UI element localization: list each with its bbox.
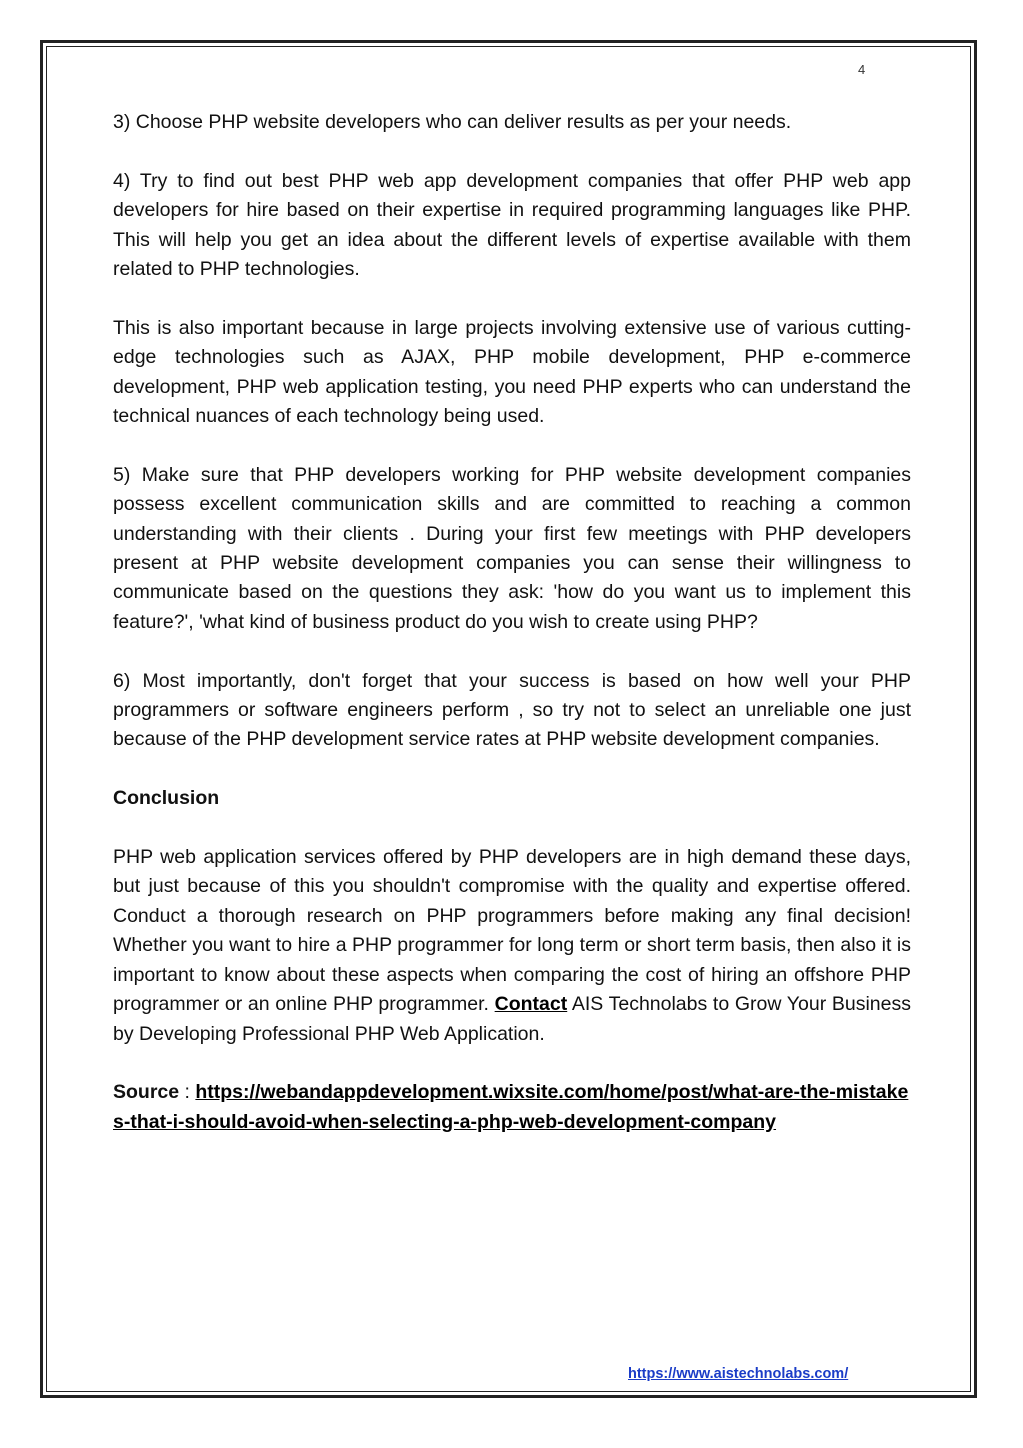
conclusion-text-after: AIS Technolabs to Grow Your Business by Developing Professional PHP Web Application.: [113, 993, 911, 1045]
source-separator: :: [179, 1081, 196, 1104]
source-line: [113, 1078, 911, 1137]
source-label: Source: [113, 1081, 180, 1104]
paragraph-tip-3: 3) Choose PHP website developers who can deliver results as per your needs.: [113, 111, 792, 133]
document-body: [113, 108, 911, 1167]
contact-link[interactable]: Contact: [494, 993, 568, 1016]
source-url-link[interactable]: https://webandappdevelopment.wixsite.com/home/post/what-are-the-mistakes-that-i-should-avoid-when-selecting-a-php-web-development-company: [113, 1081, 909, 1133]
paragraph-tip-4: 4) Try to find out best PHP web app development companies that offer PHP web app developers for hire based on their expertise in required programming languages like PHP. This will help you get an idea about the different levels of expertise available with them related to PHP technologies.: [113, 169, 911, 281]
conclusion-heading: Conclusion: [113, 787, 220, 810]
paragraph-tip-6: 6) Most importantly, don't forget that your success is based on how well your PHP programmers or software engineers perform , so try not to select an unreliable one just because of the PHP development service rates at PHP website development companies.: [113, 669, 911, 751]
footer-website-link[interactable]: https://www.aistechnolabs.com/: [628, 1366, 849, 1382]
conclusion-text-before: PHP web application services offered by PHP developers are in high demand these days, but just because of this you shouldn't compromise with the quality and expertise offered. Conduct a thorough research on PHP programmers before making any final decision! Whether you want to hire a PHP programmer for long term or short term basis, then also it is important to know about these aspects when comparing the cost of hiring an offshore PHP programmer or an online PHP programmer.: [113, 846, 911, 1016]
paragraph-tip-5: 5) Make sure that PHP developers working for PHP website development companies possess excellent communication skills and are committed to reaching a common understanding with their clients . During your first few meetings with PHP developers present at PHP website development companies you can sense their willingness to communicate based on the questions they ask: 'how do you want us to implement this feature?', 'what kind of business product do you wish to create using PHP?: [113, 463, 911, 633]
page-number: 4: [858, 62, 866, 77]
conclusion-paragraph: [113, 843, 911, 1049]
paragraph-also-important: This is also important because in large projects involving extensive use of various cutting-edge technologies such as AJAX, PHP mobile development, PHP e-commerce development, PHP web application testing, you need PHP experts who can understand the technical nuances of each technology being used.: [113, 316, 911, 428]
